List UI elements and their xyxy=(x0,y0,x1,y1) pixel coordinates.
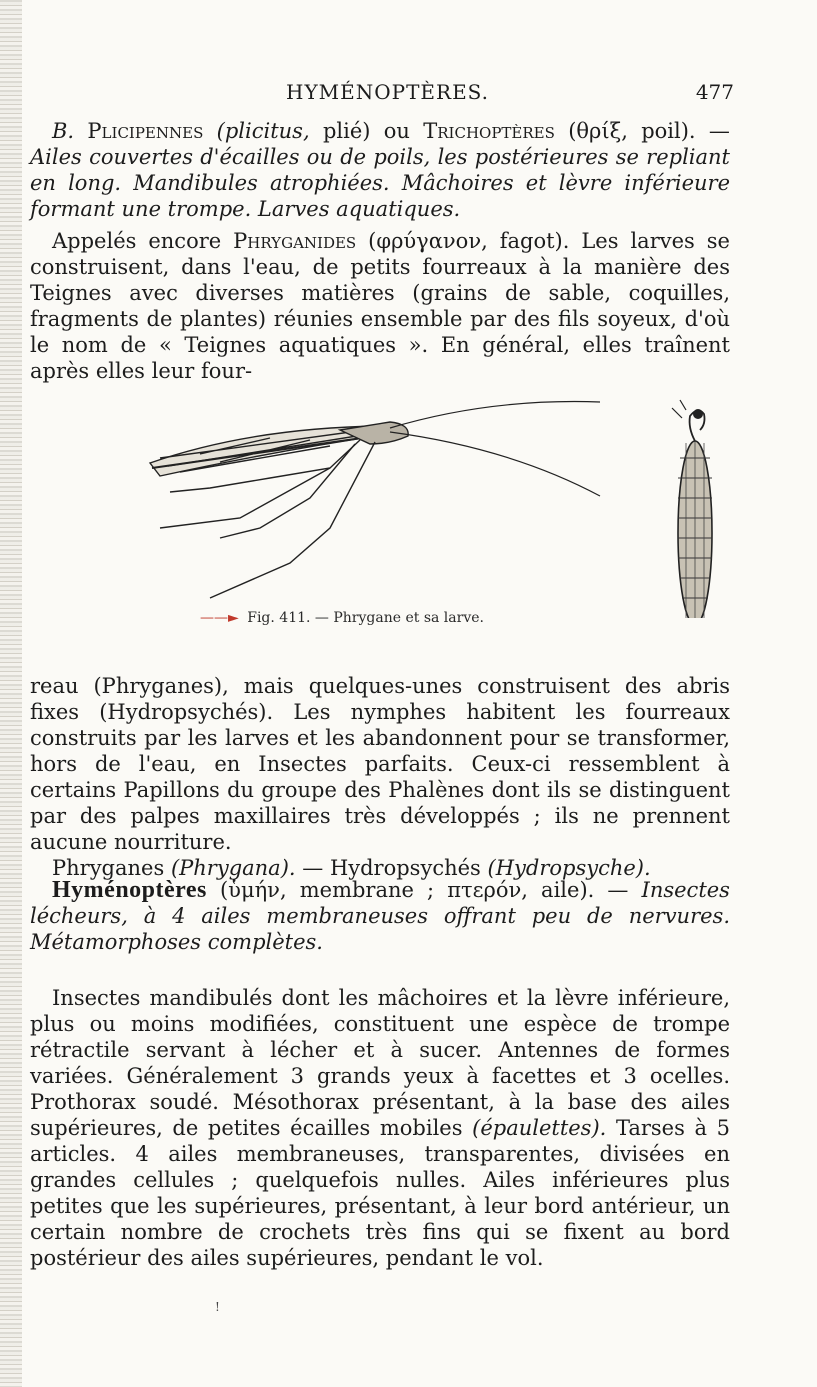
intro-text: Appelés encore xyxy=(52,229,222,253)
figure-caption xyxy=(200,610,484,626)
genus-hydropsyche-latin: (Hydropsyche). xyxy=(487,856,651,880)
plicipennes-name: Plicipennes xyxy=(87,119,204,143)
hymenopteres-heading-paragraph xyxy=(30,877,730,955)
hymenopteres-body-paragraph xyxy=(30,985,730,1271)
greek-gloss: poil). xyxy=(641,119,696,143)
hymenopteres-description: Insectes lécheurs, à 4 ailes membraneuses offrant peu de nervures. Métamorphoses complètes. xyxy=(30,878,730,954)
phryganides-paragraph xyxy=(30,228,730,384)
genus-phryganes: Phryganes xyxy=(52,856,165,880)
page-edge-shading xyxy=(0,0,22,1387)
body-text-b: Tarses à 5 articles. 4 ailes membraneuses, transparentes, divisées en grandes cellules ; quelquefois nulles. Ailes inférieures plus petites que les supérieures, présentant, à leur bord antérieur, un certain nombre de crochets très fins qui se fixent au bord postérieur des ailes supérieures, pendant le vol. xyxy=(30,1116,730,1270)
genus-hydropsyches: — Hydropsychés xyxy=(302,856,481,880)
hymenopteres-etymology: (ὑμήν, membrane ; πτερόν, aile). xyxy=(219,878,595,902)
section-label: B. xyxy=(52,119,75,143)
page-number: 477 xyxy=(695,80,734,104)
book-page xyxy=(30,0,734,1387)
greek-term: (θρίξ, xyxy=(568,119,628,143)
phryganides-name: Phryganides xyxy=(233,229,357,253)
fourreaux-paragraph xyxy=(30,673,730,881)
latin-gloss: plié) xyxy=(322,119,371,143)
em-dash: — xyxy=(607,878,629,902)
caption-text: Fig. 411. — Phrygane et sa larve. xyxy=(247,610,484,626)
genus-phrygana-latin: (Phrygana). xyxy=(170,856,296,880)
hymenopteres-title: Hyménoptères xyxy=(52,877,207,903)
em-dash: — xyxy=(708,119,730,143)
plicipennes-paragraph xyxy=(30,118,730,222)
conjunction: ou xyxy=(383,119,410,143)
running-title: HYMÉNOPTÈRES. xyxy=(286,80,490,104)
fourreaux-text: reau (Phryganes), mais quelques-unes construisent des abris fixes (Hydropsychés). Les nymphes habitent les fourreaux construits par les larves et les abandonnent pour se transformer, hors de l'eau, en Insectes parfaits. Ceux-ci ressemblent à certains Papillons du groupe des Phalènes dont ils se distinguent par des palpes maxillaires très développés ; ils ne prennent aucune nourriture. xyxy=(30,674,730,854)
plicipennes-description: Ailes couvertes d'écailles ou de poils, les postérieures se repliant en long. Mandibules atrophiées. Mâchoires et lèvre inférieure formant une trompe. Larves aquatiques. xyxy=(30,145,730,221)
figure-phrygane-larva xyxy=(90,388,730,638)
stray-print-mark: ! xyxy=(215,1300,220,1314)
adult-phrygane xyxy=(150,402,600,598)
epaulettes-term: (épaulettes). xyxy=(472,1116,607,1140)
running-header xyxy=(30,80,734,110)
greek-etymology: (φρύγανον, fagot). xyxy=(368,229,570,253)
body-text-a: Insectes mandibulés dont les mâchoires et la lèvre inférieure, plus ou moins modifiées, constituent une espèce de trompe rétractile servant à lécher et à sucer. Antennes de formes variées. Généralement 3 grands yeux à facettes et 3 ocelles. Prothorax soudé. Mésothorax présentant, à la base des ailes supérieures, de petites écailles mobiles xyxy=(30,986,730,1140)
caption-arrow-mark: ——► xyxy=(200,610,239,626)
latin-term: (plicitus, xyxy=(216,119,310,143)
caddis-larva-case xyxy=(672,400,712,618)
trichopteres-name: Trichoptères xyxy=(423,119,555,143)
larvae-text: Les larves se construisent, dans l'eau, de petits fourreaux à la manière des Teignes avec diverses matières (grains de sable, coquilles, fragments de plantes) réunies ensemble par des fils soyeux, d'où le nom de « Teignes aquatiques ». En général, elles traînent après elles leur four- xyxy=(30,229,730,383)
phrygane-illustration xyxy=(90,388,730,618)
